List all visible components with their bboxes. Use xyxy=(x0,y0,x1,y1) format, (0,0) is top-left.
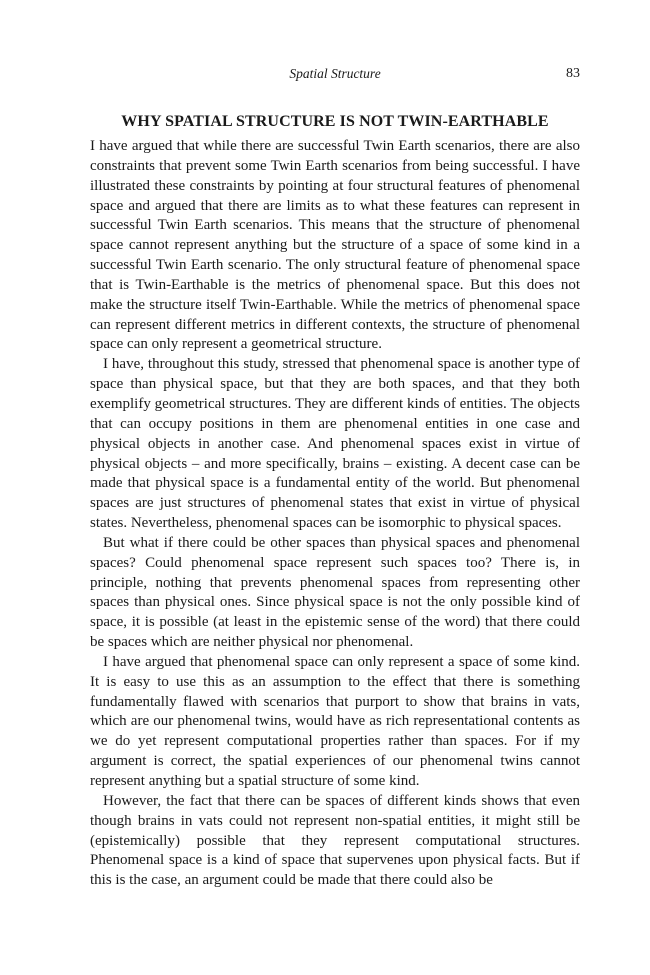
paragraph: However, the fact that there can be spaces of different kinds shows that even though brains in vats could not represent non-spatial entities, it might still be (epistemically) possible that they represent computational structures. Phenomenal space is a kind of space that supervenes upon physical facts. But if this is the case, an argument could be made that there could also be xyxy=(90,792,580,889)
paragraph: But what if there could be other spaces than physical spaces and phenomenal spaces? Could phenomenal space represent such spaces too? There is, in principle, nothing that prevents phenomenal spaces from representing other spaces than physical ones. Since physical space is not the only possible kind of space, it is possible (at least in the epistemic sense of the word) that there could be spaces which are neither physical nor phenomenal. xyxy=(90,534,580,651)
section-heading: WHY SPATIAL STRUCTURE IS NOT TWIN-EARTHABLE xyxy=(121,113,549,131)
page-number: 83 xyxy=(566,66,580,81)
running-title: Spatial Structure xyxy=(289,66,381,81)
paragraph: I have argued that phenomenal space can only represent a space of some kind. It is easy to use this as an assumption to the effect that there is something fundamentally flawed with scenarios that purport to show that brains in vats, which are our phenomenal twins, would have as rich representational contents as we do yet represent computational properties rather than spaces. For if my argument is correct, the spatial experiences of our phenomenal twins cannot represent anything but a spatial structure of some kind. xyxy=(90,653,580,789)
paragraph: I have argued that while there are successful Twin Earth scenarios, there are also constraints that prevent some Twin Earth scenarios from being successful. I have illustrated these constraints by pointing at four structural features of phenomenal space and argued that there are limits as to what these features can represent in successful Twin Earth scenarios. This means that the structure of phenomenal space cannot represent anything but the structure of a space of some kind in a successful Twin Earth scenario. The only structural feature of phenomenal space that is Twin-Earthable is the metrics of phenomenal space. But this does not make the structure itself Twin-Earthable. While the metrics of phenomenal space can represent different metrics in different contexts, the structure of phenomenal space can only represent a geometrical structure. xyxy=(90,138,580,353)
running-head xyxy=(90,64,580,84)
paragraph: I have, throughout this study, stressed that phenomenal space is another type of space than physical space, but that they are both spaces, and that they both exemplify geometrical structures. They are different kinds of entities. The objects that can occupy positions in them are phenomenal entities in one case and physical objects in another case. And phenomenal spaces exist in virtue of physical objects – and more specifically, brains – existing. A decent case can be made that physical space is a fundamental entity of the world. But phenomenal spaces are just structures of phenomenal states that exist in virtue of physical states. Nevertheless, phenomenal spaces can be isomorphic to physical spaces. xyxy=(90,356,580,532)
body-text xyxy=(90,137,580,891)
